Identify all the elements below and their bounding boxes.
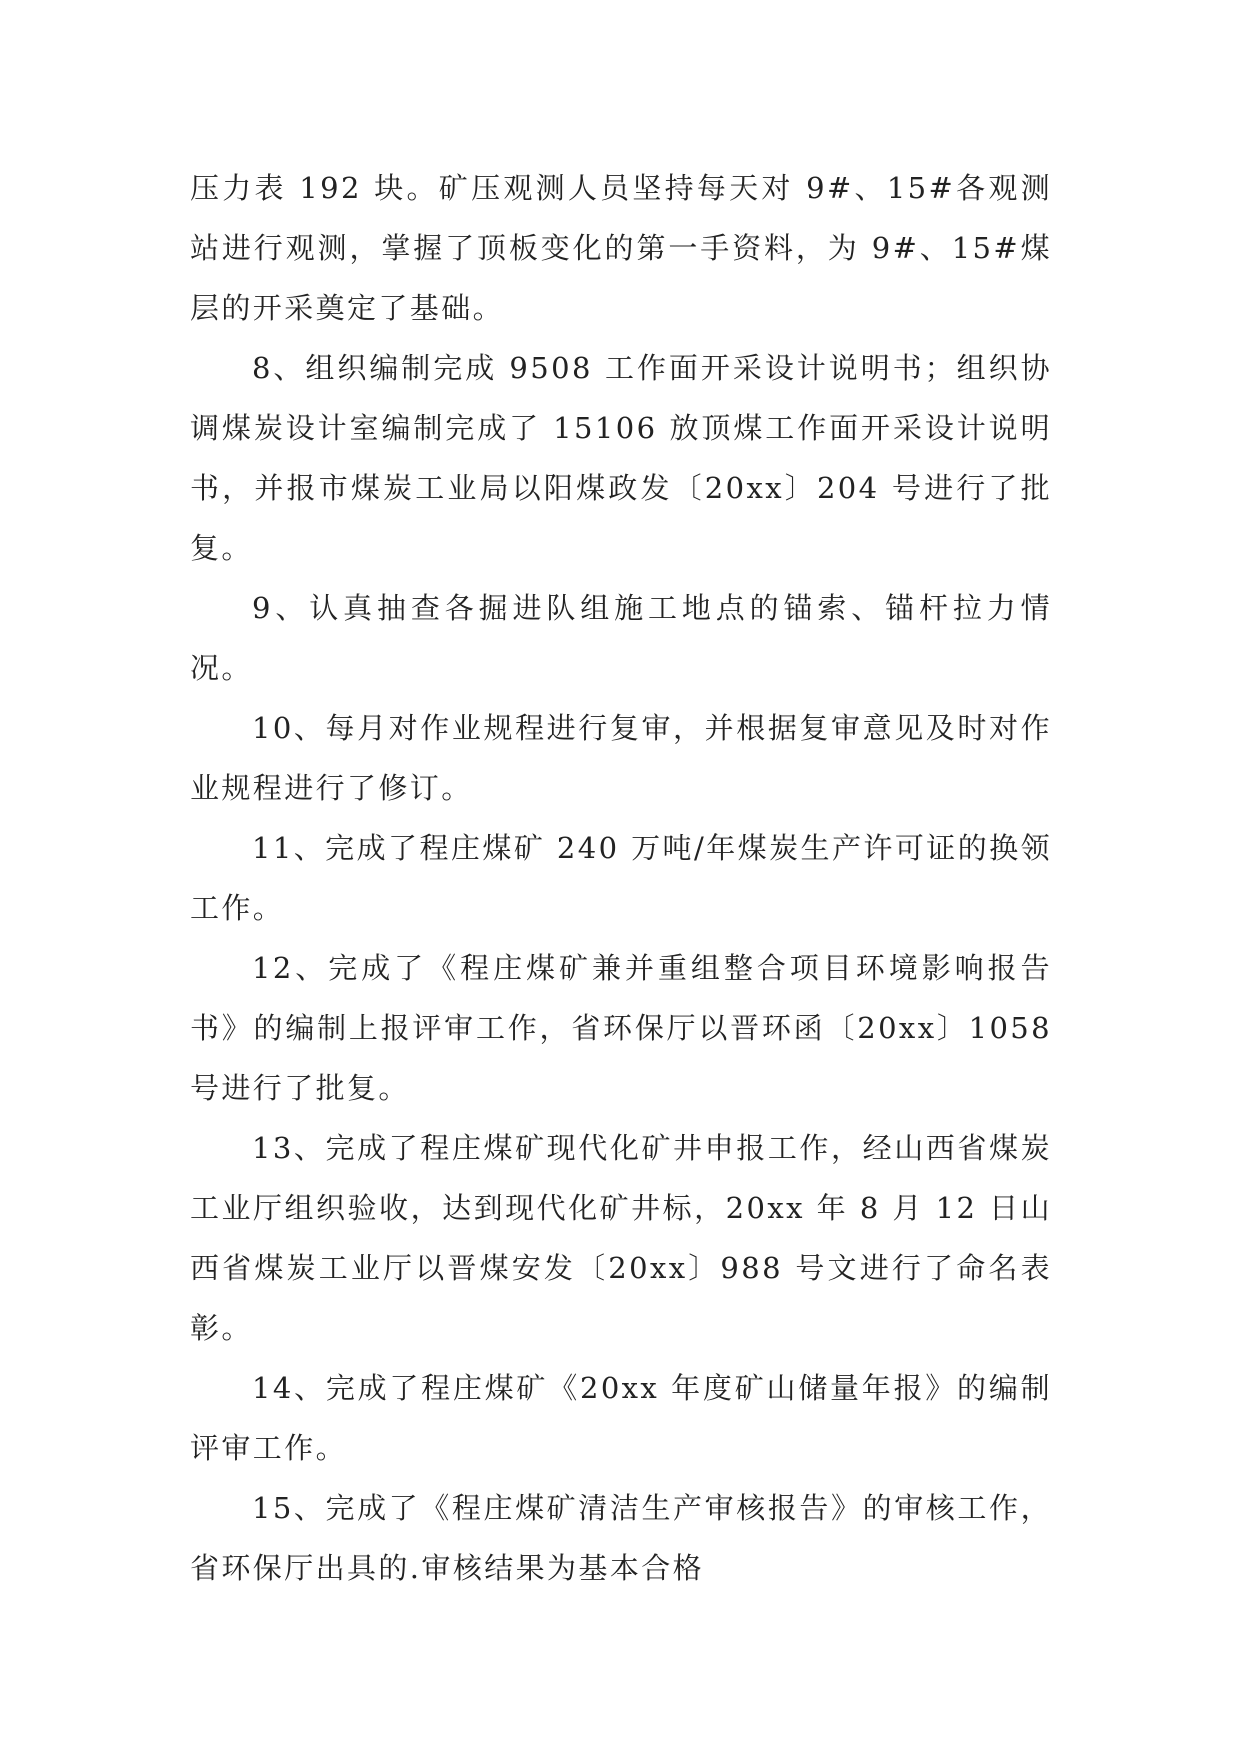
paragraph-item-13: 13、完成了程庄煤矿现代化矿井申报工作，经山西省煤炭工业厅组织验收，达到现代化矿井标，20xx 年 8 月 12 日山西省煤炭工业厅以晋煤安发〔20xx〕988 号文进行了命名表彰。 [190,1131,1052,1345]
paragraph-continuation: 压力表 192 块。矿压观测人员坚持每天对 9#、15#各观测站进行观测，掌握了顶板变化的第一手资料，为 9#、15#煤层的开采奠定了基础。 [190,171,1052,325]
paragraph-item-11: 11、完成了程庄煤矿 240 万吨/年煤炭生产许可证的换领工作。 [190,831,1052,925]
paragraph-item-10: 10、每月对作业规程进行复审，并根据复审意见及时对作业规程进行了修订。 [190,711,1052,805]
paragraph-item-12: 12、完成了《程庄煤矿兼并重组整合项目环境影响报告书》的编制上报评审工作，省环保厅以晋环函〔20xx〕1058 号进行了批复。 [190,951,1052,1105]
paragraph-item-8: 8、组织编制完成 9508 工作面开采设计说明书；组织协调煤炭设计室编制完成了 15106 放顶煤工作面开采设计说明书，并报市煤炭工业局以阳煤政发〔20xx〕204 号进行了批复。 [190,351,1052,565]
paragraph-item-15: 15、完成了《程庄煤矿清洁生产审核报告》的审核工作，省环保厅出具的.审核结果为基本合格 [190,1491,1052,1585]
document-body [190,158,1052,1598]
paragraph-item-14: 14、完成了程庄煤矿《20xx 年度矿山储量年报》的编制评审工作。 [190,1371,1052,1465]
paragraph-item-9: 9、认真抽查各掘进队组施工地点的锚索、锚杆拉力情况。 [190,591,1052,685]
